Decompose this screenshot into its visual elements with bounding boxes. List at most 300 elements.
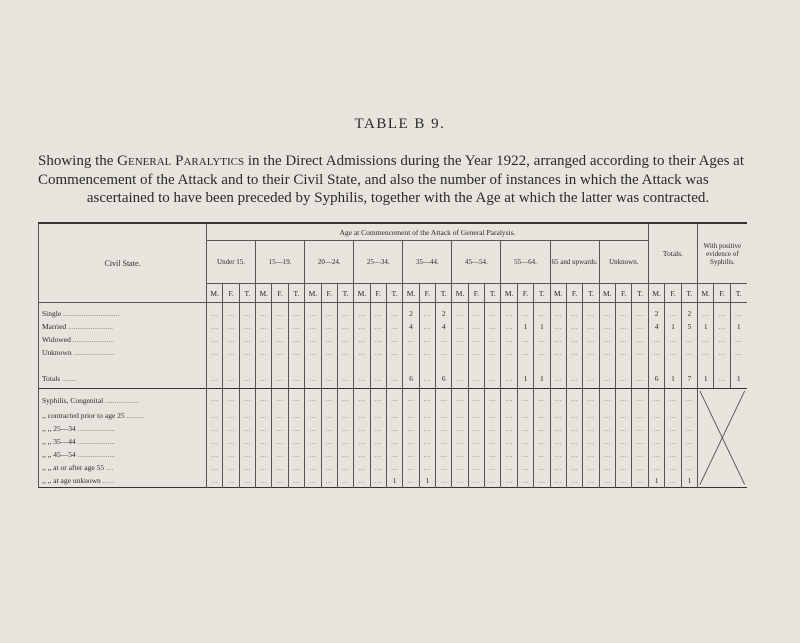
table-cell — [436, 435, 452, 448]
table-cell — [223, 435, 239, 448]
table-cell — [288, 389, 304, 409]
row-label: Totals — [42, 373, 61, 383]
table-cell — [583, 320, 599, 333]
table-cell — [223, 461, 239, 474]
age-band-header: 35—44. — [403, 241, 452, 284]
table-cell — [517, 303, 533, 321]
table-cell — [599, 435, 615, 448]
table-cell — [485, 368, 501, 389]
table-cell — [681, 409, 697, 422]
row-label: Unknown — [42, 348, 72, 357]
table-cell — [566, 461, 582, 474]
table-cell — [207, 409, 223, 422]
row-label: ,, ,, at age unknown — [42, 475, 101, 485]
row-label: Widowed — [42, 335, 71, 344]
table-cell — [370, 346, 386, 359]
table-cell — [207, 303, 223, 321]
table-cell — [665, 389, 681, 409]
table-cell — [714, 320, 730, 333]
table-cell — [648, 448, 664, 461]
table-cell — [615, 409, 631, 422]
table-cell: 1 — [730, 368, 746, 389]
age-group-header: Age at Commencement of the Attack of General Paralysis. — [207, 223, 649, 241]
sex-header: F. — [665, 284, 681, 303]
table-cell — [207, 461, 223, 474]
table-cell — [501, 461, 517, 474]
table-cell — [419, 368, 435, 389]
table-cell — [386, 346, 402, 359]
table-cell — [534, 409, 550, 422]
table-cell — [599, 320, 615, 333]
table-cell — [485, 435, 501, 448]
age-band-header: 25—34. — [354, 241, 403, 284]
table-cell — [599, 461, 615, 474]
table-cell — [501, 368, 517, 389]
sex-header: T. — [681, 284, 697, 303]
row-label: ,, ,, 25—34 — [42, 423, 76, 433]
table-cell — [272, 303, 288, 321]
sex-header: M. — [256, 284, 272, 303]
table-cell — [321, 320, 337, 333]
table-cell — [599, 474, 615, 488]
table-cell: 4 — [403, 320, 419, 333]
table-cell — [485, 422, 501, 435]
table-cell — [632, 461, 649, 474]
table-cell — [698, 303, 714, 321]
table-cell — [239, 303, 255, 321]
table-cell — [288, 303, 304, 321]
table-cell — [305, 448, 321, 461]
table-cell — [648, 435, 664, 448]
sex-header: T. — [337, 284, 353, 303]
table-cell — [239, 435, 255, 448]
table-cell — [223, 368, 239, 389]
table-cell — [665, 409, 681, 422]
sex-header: T. — [730, 284, 746, 303]
table-cell — [370, 303, 386, 321]
table-cell — [288, 422, 304, 435]
table-cell — [501, 389, 517, 409]
table-cell — [681, 346, 697, 359]
table-cell — [599, 368, 615, 389]
table-cell — [436, 333, 452, 346]
table-cell — [550, 435, 566, 448]
table-cell — [632, 409, 649, 422]
table-cell — [730, 303, 746, 321]
table-cell: 1 — [648, 474, 664, 488]
sex-header: M. — [354, 284, 370, 303]
table-cell: 1 — [681, 474, 697, 488]
table-cell — [223, 303, 239, 321]
table-cell — [288, 474, 304, 488]
table-cell — [632, 435, 649, 448]
table-cell — [370, 333, 386, 346]
table-cell — [501, 333, 517, 346]
table-cell: 5 — [681, 320, 697, 333]
table-cell — [501, 320, 517, 333]
table-cell — [615, 333, 631, 346]
table-cell — [566, 409, 582, 422]
table-cell — [305, 303, 321, 321]
table-cell: 1 — [698, 368, 714, 389]
table-cell — [632, 448, 649, 461]
age-band-header: Under 15. — [207, 241, 256, 284]
table-cell — [452, 320, 468, 333]
table-cell — [370, 409, 386, 422]
table-cell — [256, 409, 272, 422]
table-cell — [223, 320, 239, 333]
table-cell — [599, 346, 615, 359]
sex-header: M. — [452, 284, 468, 303]
table-cell — [256, 320, 272, 333]
totals-row: Totals ........ ... ... ... ... ... ... ... ... ... ... ... ... 6 ... 6 ... ... ... ... 1 1 ... ... ... ... ... ... 6 1 7 1 ... 1 — [39, 368, 747, 389]
table-cell — [436, 448, 452, 461]
table-cell — [419, 422, 435, 435]
table-cell — [648, 422, 664, 435]
table-cell — [419, 346, 435, 359]
table-cell — [665, 448, 681, 461]
table-cell — [452, 448, 468, 461]
table-cell — [599, 422, 615, 435]
age-band-header: 65 and upwards. — [550, 241, 599, 284]
table-row: Single .............................. ... ... ... ... ... ... ... ... ... ... ... ... 2 ... 2 ... ... ... ... ... ... ... ... ... ... ... ... 2 ... 2 ... ... ... — [39, 303, 747, 321]
table-cell — [583, 303, 599, 321]
table-cell — [272, 448, 288, 461]
table-cell — [419, 448, 435, 461]
table-cell — [583, 474, 599, 488]
table-cell — [632, 389, 649, 409]
table-cell — [698, 333, 714, 346]
table-cell — [354, 333, 370, 346]
table-cell — [501, 435, 517, 448]
sex-header: M. — [403, 284, 419, 303]
table-row: Syphilis, Congenital .................. ... ... ... ... ... ... ... ... ... ... ... ... ... ... ... ... ... ... ... ... ... ... ... ... ... ... ... ... ... ... — [39, 389, 747, 409]
table-cell — [419, 461, 435, 474]
table-cell — [403, 346, 419, 359]
table-cell — [583, 333, 599, 346]
table-cell — [223, 389, 239, 409]
table-cell — [403, 409, 419, 422]
table-cell — [256, 422, 272, 435]
table-cell — [648, 389, 664, 409]
table-cell — [583, 409, 599, 422]
table-description: Showing the General Paralytics in the Direct Admissions during the Year 1922, arranged according to their Ages at Commencement of the Attack and to their Civil State, and also the number of instances in which the Attack was ascertained to have been preceded by Syphilis, together with the Age at which the latter was contracted. — [38, 153, 745, 206]
table-cell — [681, 422, 697, 435]
table-cell — [615, 303, 631, 321]
table-cell — [239, 448, 255, 461]
table-cell — [354, 474, 370, 488]
table-cell — [501, 422, 517, 435]
table-cell — [386, 448, 402, 461]
table-cell — [566, 368, 582, 389]
table-cell — [223, 333, 239, 346]
table-cell — [534, 461, 550, 474]
table-cell — [386, 303, 402, 321]
table-cell — [207, 448, 223, 461]
table-cell — [615, 435, 631, 448]
table-cell — [272, 389, 288, 409]
table-cell — [566, 346, 582, 359]
table-cell — [305, 461, 321, 474]
syphilis-header: With positive evidence of Syphilis. — [698, 223, 747, 284]
table-cell — [665, 333, 681, 346]
table-cell — [681, 389, 697, 409]
table-cell: 4 — [436, 320, 452, 333]
table-cell — [632, 333, 649, 346]
sex-header: M. — [207, 284, 223, 303]
table-cell — [370, 389, 386, 409]
table-cell — [550, 333, 566, 346]
table-cell: 1 — [419, 474, 435, 488]
table-cell — [452, 435, 468, 448]
table-cell — [632, 368, 649, 389]
row-label: ,, ,, 35—44 — [42, 436, 76, 446]
table-cell — [419, 303, 435, 321]
table-cell — [207, 435, 223, 448]
table-cell: 6 — [403, 368, 419, 389]
table-cell: 1 — [517, 320, 533, 333]
table-row: ,, ,, at age unknown ...... ... ... ... ... ... ... ... ... ... ... ... 1 ... 1 ... ... ... ... ... ... ... ... ... ... ... ... ... 1 ... 1 — [39, 474, 747, 488]
table-cell — [452, 346, 468, 359]
table-cell — [632, 320, 649, 333]
table-cell — [452, 333, 468, 346]
table-cell — [681, 448, 697, 461]
sex-header: F. — [370, 284, 386, 303]
table-cell — [337, 320, 353, 333]
table-cell — [354, 346, 370, 359]
table-cell — [599, 409, 615, 422]
table-cell — [615, 368, 631, 389]
table-cell — [436, 474, 452, 488]
table-cell: 4 — [648, 320, 664, 333]
table-cell — [550, 346, 566, 359]
table-cell — [239, 422, 255, 435]
table-cell — [665, 422, 681, 435]
table-cell — [386, 320, 402, 333]
table-cell — [419, 389, 435, 409]
table-cell — [665, 461, 681, 474]
table-cell — [403, 461, 419, 474]
table-cell: 1 — [386, 474, 402, 488]
table-cell — [239, 333, 255, 346]
table-cell — [305, 474, 321, 488]
table-cell — [272, 409, 288, 422]
row-label: ,, ,, 45—54 — [42, 449, 76, 459]
table-cell — [681, 435, 697, 448]
table-cell — [599, 303, 615, 321]
table-cell — [354, 409, 370, 422]
table-cell — [501, 303, 517, 321]
sex-header: M. — [501, 284, 517, 303]
table-cell — [452, 303, 468, 321]
table-cell — [386, 389, 402, 409]
table-cell — [321, 474, 337, 488]
table-cell — [337, 422, 353, 435]
table-cell — [583, 346, 599, 359]
table-cell — [354, 320, 370, 333]
sex-header: T. — [436, 284, 452, 303]
table-cell — [615, 389, 631, 409]
table-cell — [354, 435, 370, 448]
table-cell — [337, 435, 353, 448]
table-cell — [321, 461, 337, 474]
table-cell — [583, 448, 599, 461]
table-cell: 2 — [403, 303, 419, 321]
table-cell — [239, 461, 255, 474]
table-cell — [272, 461, 288, 474]
table-cell — [272, 346, 288, 359]
table-cell — [256, 448, 272, 461]
row-label: Syphilis, Congenital — [42, 396, 104, 406]
sex-header: M. — [599, 284, 615, 303]
table-cell — [403, 448, 419, 461]
table-cell — [321, 422, 337, 435]
table-row: ,, contracted prior to age 25 ......... ... ... ... ... ... ... ... ... ... ... ... ... ... ... ... ... ... ... ... ... ... ... ... ... ... ... ... ... ... ... — [39, 409, 747, 422]
table-row: Widowed ...................... ... ... ... ... ... ... ... ... ... ... ... ... ... ... ... ... ... ... ... ... ... ... ... ... ... ... ... ... ... ... ... ... ... — [39, 333, 747, 346]
table-cell — [468, 389, 484, 409]
table-cell — [583, 461, 599, 474]
table-row: Married ........................ ... ... ... ... ... ... ... ... ... ... ... ... 4 ... 4 ... ... ... ... 1 1 ... ... ... ... ... ... 4 1 5 1 ... 1 — [39, 320, 747, 333]
table-cell — [485, 320, 501, 333]
table-cell — [452, 461, 468, 474]
table-cell — [272, 422, 288, 435]
table-cell — [223, 474, 239, 488]
table-cell — [468, 435, 484, 448]
table-cell — [583, 435, 599, 448]
table-cell — [436, 346, 452, 359]
table-cell — [714, 303, 730, 321]
table-cell — [337, 409, 353, 422]
table-cell — [288, 409, 304, 422]
table-cell: 2 — [681, 303, 697, 321]
age-band-header: 15—19. — [256, 241, 305, 284]
table-cell — [714, 368, 730, 389]
table-cell — [207, 320, 223, 333]
table-cell — [288, 368, 304, 389]
table-row: Unknown ...................... ... ... ... ... ... ... ... ... ... ... ... ... ... ... ... ... ... ... ... ... ... ... ... ... ... ... ... ... ... ... ... ... ... — [39, 346, 747, 359]
table-cell — [386, 461, 402, 474]
table-cell — [517, 346, 533, 359]
table-cell — [566, 333, 582, 346]
sex-header: F. — [321, 284, 337, 303]
table-cell — [207, 368, 223, 389]
table-cell — [501, 346, 517, 359]
sex-header: T. — [485, 284, 501, 303]
table-cell — [256, 346, 272, 359]
table-cell — [485, 461, 501, 474]
table-cell — [239, 368, 255, 389]
crossed-out-cell — [698, 389, 747, 488]
table-cell — [305, 346, 321, 359]
table-cell — [305, 435, 321, 448]
table-cell — [386, 422, 402, 435]
sex-header: F. — [468, 284, 484, 303]
sex-header: F. — [566, 284, 582, 303]
table-cell — [681, 461, 697, 474]
table-cell — [517, 409, 533, 422]
table-cell — [354, 368, 370, 389]
table-cell — [337, 333, 353, 346]
table-cell — [386, 409, 402, 422]
table-cell — [517, 474, 533, 488]
table-cell — [501, 448, 517, 461]
table-cell — [354, 461, 370, 474]
table-cell: 1 — [665, 368, 681, 389]
table-cell — [436, 409, 452, 422]
table-cell — [305, 389, 321, 409]
table-cell: 1 — [665, 320, 681, 333]
table-cell — [337, 346, 353, 359]
table-cell — [419, 320, 435, 333]
table-cell — [485, 409, 501, 422]
table-cell — [566, 474, 582, 488]
table-cell — [223, 448, 239, 461]
table-cell — [452, 389, 468, 409]
table-cell — [681, 333, 697, 346]
table-cell — [550, 409, 566, 422]
table-cell — [534, 448, 550, 461]
table-cell — [354, 303, 370, 321]
table-cell — [648, 409, 664, 422]
table-cell — [272, 368, 288, 389]
table-cell — [550, 368, 566, 389]
table-cell — [288, 435, 304, 448]
table-cell — [354, 448, 370, 461]
table-cell — [468, 448, 484, 461]
table-cell — [615, 474, 631, 488]
table-cell — [321, 368, 337, 389]
sex-header: F. — [615, 284, 631, 303]
table-cell — [403, 333, 419, 346]
table-cell — [452, 422, 468, 435]
table-cell — [370, 474, 386, 488]
table-cell — [583, 422, 599, 435]
table-cell — [566, 303, 582, 321]
table-cell — [534, 303, 550, 321]
table-cell — [566, 389, 582, 409]
table-cell — [468, 474, 484, 488]
table-cell — [452, 368, 468, 389]
table-cell — [321, 303, 337, 321]
table-cell: 6 — [436, 368, 452, 389]
table-cell — [615, 346, 631, 359]
sex-header: T. — [632, 284, 649, 303]
table-cell — [337, 474, 353, 488]
totals-header: Totals. — [648, 223, 697, 284]
table-cell — [403, 474, 419, 488]
table-cell — [321, 346, 337, 359]
table-cell — [583, 368, 599, 389]
table-cell — [550, 461, 566, 474]
table-cell — [256, 461, 272, 474]
table-cell — [386, 435, 402, 448]
table-cell — [321, 389, 337, 409]
table-cell — [517, 422, 533, 435]
table-cell — [501, 474, 517, 488]
table-cell — [698, 346, 714, 359]
table-cell — [288, 333, 304, 346]
table-cell — [550, 303, 566, 321]
table-cell — [485, 448, 501, 461]
table-cell — [403, 389, 419, 409]
table-cell: 1 — [534, 368, 550, 389]
age-band-header: 20—24. — [305, 241, 354, 284]
table-cell — [272, 320, 288, 333]
sex-header: M. — [648, 284, 664, 303]
table-title: TABLE B 9. — [354, 116, 446, 132]
paralytics-table — [38, 222, 747, 488]
table-cell — [436, 422, 452, 435]
